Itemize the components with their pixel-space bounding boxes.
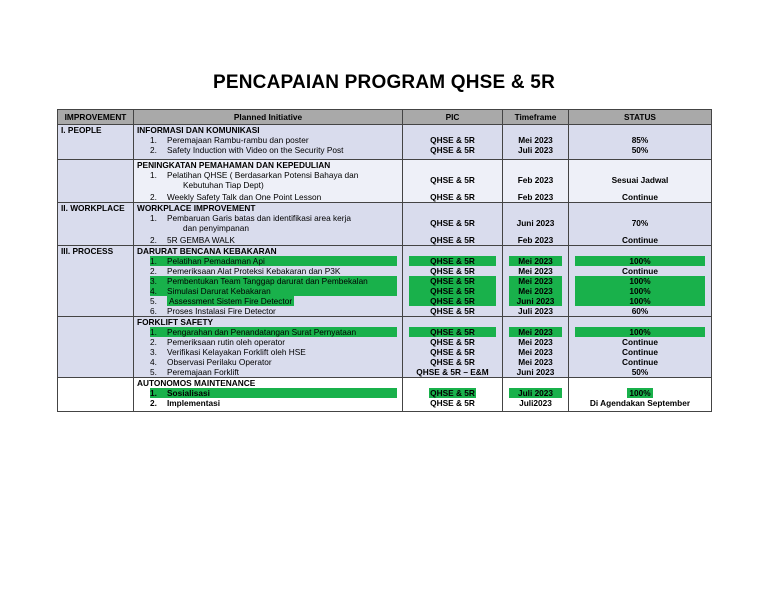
status-cell: 100% (575, 286, 705, 296)
timeframe-cell: Mei 2023 (503, 347, 569, 357)
initiative-text: Safety Induction with Video on the Security Post (167, 145, 344, 155)
status-cell: Continue (569, 266, 712, 276)
section-title: DARURAT BENCANA KEBAKARAN (134, 246, 403, 257)
initiative-text: Proses Instalasi Fire Detector (167, 306, 276, 316)
header-timeframe: Timeframe (503, 110, 569, 125)
table-row: 2. Weekly Safety Talk dan One Point Lesson QHSE & 5R Feb 2023 Continue (58, 190, 712, 203)
pic-cell: QHSE & 5R (403, 306, 503, 317)
status-cell: 100% (575, 327, 705, 337)
timeframe-cell: Mei 2023 (503, 337, 569, 347)
pic-cell: QHSE & 5R (403, 145, 503, 160)
section-title: PENINGKATAN PEMAHAMAN DAN KEPEDULIAN (134, 160, 403, 171)
table-row (58, 286, 712, 296)
pic-cell: QHSE & 5R (409, 276, 496, 286)
timeframe-cell: Feb 2023 (503, 233, 569, 246)
status-cell: 85% (569, 135, 712, 145)
initiative-text: 5R GEMBA WALK (167, 235, 235, 245)
pic-cell: QHSE & 5R (403, 213, 503, 233)
section-title: FORKLIFT SAFETY (134, 317, 403, 328)
status-cell: 100% (629, 388, 651, 398)
category-empty (58, 378, 134, 389)
section-row (58, 160, 712, 171)
section-title: INFORMASI DAN KOMUNIKASI (134, 125, 403, 136)
pic-cell: QHSE & 5R (409, 286, 496, 296)
timeframe-cell: Mei 2023 (509, 276, 562, 286)
table-row (58, 327, 712, 337)
qhse-program-table (57, 109, 712, 412)
initiative-text-cont: Kebutuhan Tiap Dept) (183, 180, 264, 190)
initiative-text: Verifikasi Kelayakan Forklift oleh HSE (167, 347, 306, 357)
initiative-text: Pengarahan dan Penandatangan Surat Pernyataan (167, 327, 357, 337)
table-header-row (58, 110, 712, 125)
category-process: III. PROCESS (58, 246, 134, 257)
initiative-text: Pelatihan QHSE ( Berdasarkan Potensi Bahaya dan (167, 170, 359, 180)
header-improvement: IMPROVEMENT (58, 110, 134, 125)
timeframe-cell: Mei 2023 (509, 286, 562, 296)
status-cell: 60% (569, 306, 712, 317)
table-row: 1. Pelatihan QHSE ( Berdasarkan Potensi Bahaya dan Kebutuhan Tiap Dept) QHSE & 5R Feb 2023 Sesuai Jadwal (58, 170, 712, 190)
section-row (58, 203, 712, 214)
status-cell: Sesuai Jadwal (569, 170, 712, 190)
status-cell: 70% (569, 213, 712, 233)
timeframe-cell: Mei 2023 (503, 266, 569, 276)
header-pic: PIC (403, 110, 503, 125)
table-row (58, 256, 712, 266)
timeframe-cell: Juli 2023 (509, 388, 562, 398)
pic-cell: QHSE & 5R (430, 388, 475, 398)
status-cell: 100% (575, 296, 705, 306)
status-cell: 100% (575, 256, 705, 266)
section-title: AUTONOMOS MAINTENANCE (134, 378, 403, 389)
pic-cell: QHSE & 5R (403, 398, 503, 412)
table-row: 1. Pembaruan Garis batas dan identifikasi area kerja dan penyimpanan QHSE & 5R Juni 2023 70% (58, 213, 712, 233)
initiative-text-cont: dan penyimpanan (183, 223, 249, 233)
status-cell: 50% (569, 145, 712, 160)
initiative-text: Pembentukan Team Tanggap darurat dan Pembekalan (167, 276, 368, 286)
status-cell: Continue (569, 233, 712, 246)
initiative-text: Simulasi Darurat Kebakaran (167, 286, 271, 296)
timeframe-cell: Juni 2023 (503, 367, 569, 378)
highlight-bar: 4. Simulasi Darurat Kebakaran (150, 286, 397, 296)
timeframe-cell: Feb 2023 (503, 170, 569, 190)
table-row: 2. Pemeriksaan Alat Proteksi Kebakaran dan P3K QHSE & 5R Mei 2023 Continue (58, 266, 712, 276)
highlight-bar: 1. Pengarahan dan Penandatangan Surat Pernyataan (150, 327, 397, 337)
table-row: 2. Implementasi QHSE & 5R Juli2023 Di Agendakan September (58, 398, 712, 412)
timeframe-cell: Juni 2023 (509, 296, 562, 306)
table-row: 2. Pemeriksaan rutin oleh operator QHSE & 5R Mei 2023 Continue (58, 337, 712, 347)
initiative-text: Sosialisasi (167, 388, 210, 398)
page-title: PENCAPAIAN PROGRAM QHSE & 5R (212, 72, 555, 93)
timeframe-cell: Mei 2023 (503, 357, 569, 367)
highlight-bar: 1. Pelatihan Pemadaman Api (150, 256, 397, 266)
table-row (58, 388, 712, 398)
timeframe-cell: Juli2023 (503, 398, 569, 412)
header-status: STATUS (569, 110, 712, 125)
section-row (58, 378, 712, 389)
status-cell: Continue (569, 190, 712, 203)
timeframe-cell: Feb 2023 (503, 190, 569, 203)
status-cell: Continue (569, 337, 712, 347)
status-cell: Di Agendakan September (569, 398, 712, 412)
table-row (58, 276, 712, 286)
pic-cell: QHSE & 5R (409, 327, 496, 337)
initiative-text: Pembaruan Garis batas dan identifikasi area kerja (167, 213, 352, 223)
pic-cell: QHSE & 5R (403, 357, 503, 367)
pic-cell: QHSE & 5R (403, 347, 503, 357)
table-row: 6. Proses Instalasi Fire Detector QHSE & 5R Juli 2023 60% (58, 306, 712, 317)
initiative-text: Pelatihan Pemadaman Api (167, 256, 265, 266)
category-people: I. PEOPLE (58, 125, 134, 136)
pic-cell: QHSE & 5R (403, 266, 503, 276)
status-cell: Continue (569, 347, 712, 357)
table-row: 4. Observasi Perilaku Operator QHSE & 5R Mei 2023 Continue (58, 357, 712, 367)
table-row: 5. Peremajaan Forklift QHSE & 5R – E&M Juni 2023 50% (58, 367, 712, 378)
initiative-text: Pemeriksaan Alat Proteksi Kebakaran dan P3K (167, 266, 341, 276)
pic-cell: QHSE & 5R – E&M (403, 367, 503, 378)
status-cell: 100% (575, 276, 705, 286)
header-planned-initiative: Planned Initiative (134, 110, 403, 125)
pic-cell: QHSE & 5R (403, 135, 503, 145)
initiative-text: Pemeriksaan rutin oleh operator (167, 337, 286, 347)
highlight-bar: 3. Pembentukan Team Tanggap darurat dan Pembekalan (150, 276, 397, 286)
table-row: 3. Verifikasi Kelayakan Forklift oleh HSE QHSE & 5R Mei 2023 Continue (58, 347, 712, 357)
initiative-text: Weekly Safety Talk dan One Point Lesson (167, 192, 322, 202)
timeframe-cell: Mei 2023 (509, 327, 562, 337)
timeframe-cell: Mei 2023 (509, 256, 562, 266)
section-title: WORKPLACE IMPROVEMENT (134, 203, 403, 214)
pic-cell: QHSE & 5R (403, 190, 503, 203)
table-row: 2. Safety Induction with Video on the Security Post QHSE & 5R Juli 2023 50% (58, 145, 712, 160)
section-row (58, 317, 712, 328)
table-row: 5. Assessment Sistem Fire Detector QHSE & 5R Juni 2023 100% (58, 296, 712, 306)
pic-cell: QHSE & 5R (403, 233, 503, 246)
pic-cell: QHSE & 5R (409, 256, 496, 266)
status-cell: Continue (569, 357, 712, 367)
initiative-text: Peremajaan Rambu-rambu dan poster (167, 135, 309, 145)
timeframe-cell: Juli 2023 (503, 145, 569, 160)
initiative-text: Assessment Sistem Fire Detector (169, 296, 293, 306)
pic-cell: QHSE & 5R (403, 170, 503, 190)
table-row: 2. 5R GEMBA WALK QHSE & 5R Feb 2023 Continue (58, 233, 712, 246)
status-cell: 50% (569, 367, 712, 378)
section-row (58, 125, 712, 136)
highlight-bar: 1. Sosialisasi (150, 388, 397, 398)
initiative-text: Observasi Perilaku Operator (167, 357, 272, 367)
pic-cell: QHSE & 5R (403, 337, 503, 347)
timeframe-cell: Juni 2023 (503, 213, 569, 233)
initiative-text: Peremajaan Forklift (167, 367, 239, 377)
section-row (58, 246, 712, 257)
pic-cell: QHSE & 5R (409, 296, 496, 306)
initiative-text: Implementasi (167, 398, 221, 408)
timeframe-cell: Mei 2023 (503, 135, 569, 145)
table-row: 1. Peremajaan Rambu-rambu dan poster QHSE & 5R Mei 2023 85% (58, 135, 712, 145)
timeframe-cell: Juli 2023 (503, 306, 569, 317)
category-workplace: II. WORKPLACE (58, 203, 134, 214)
